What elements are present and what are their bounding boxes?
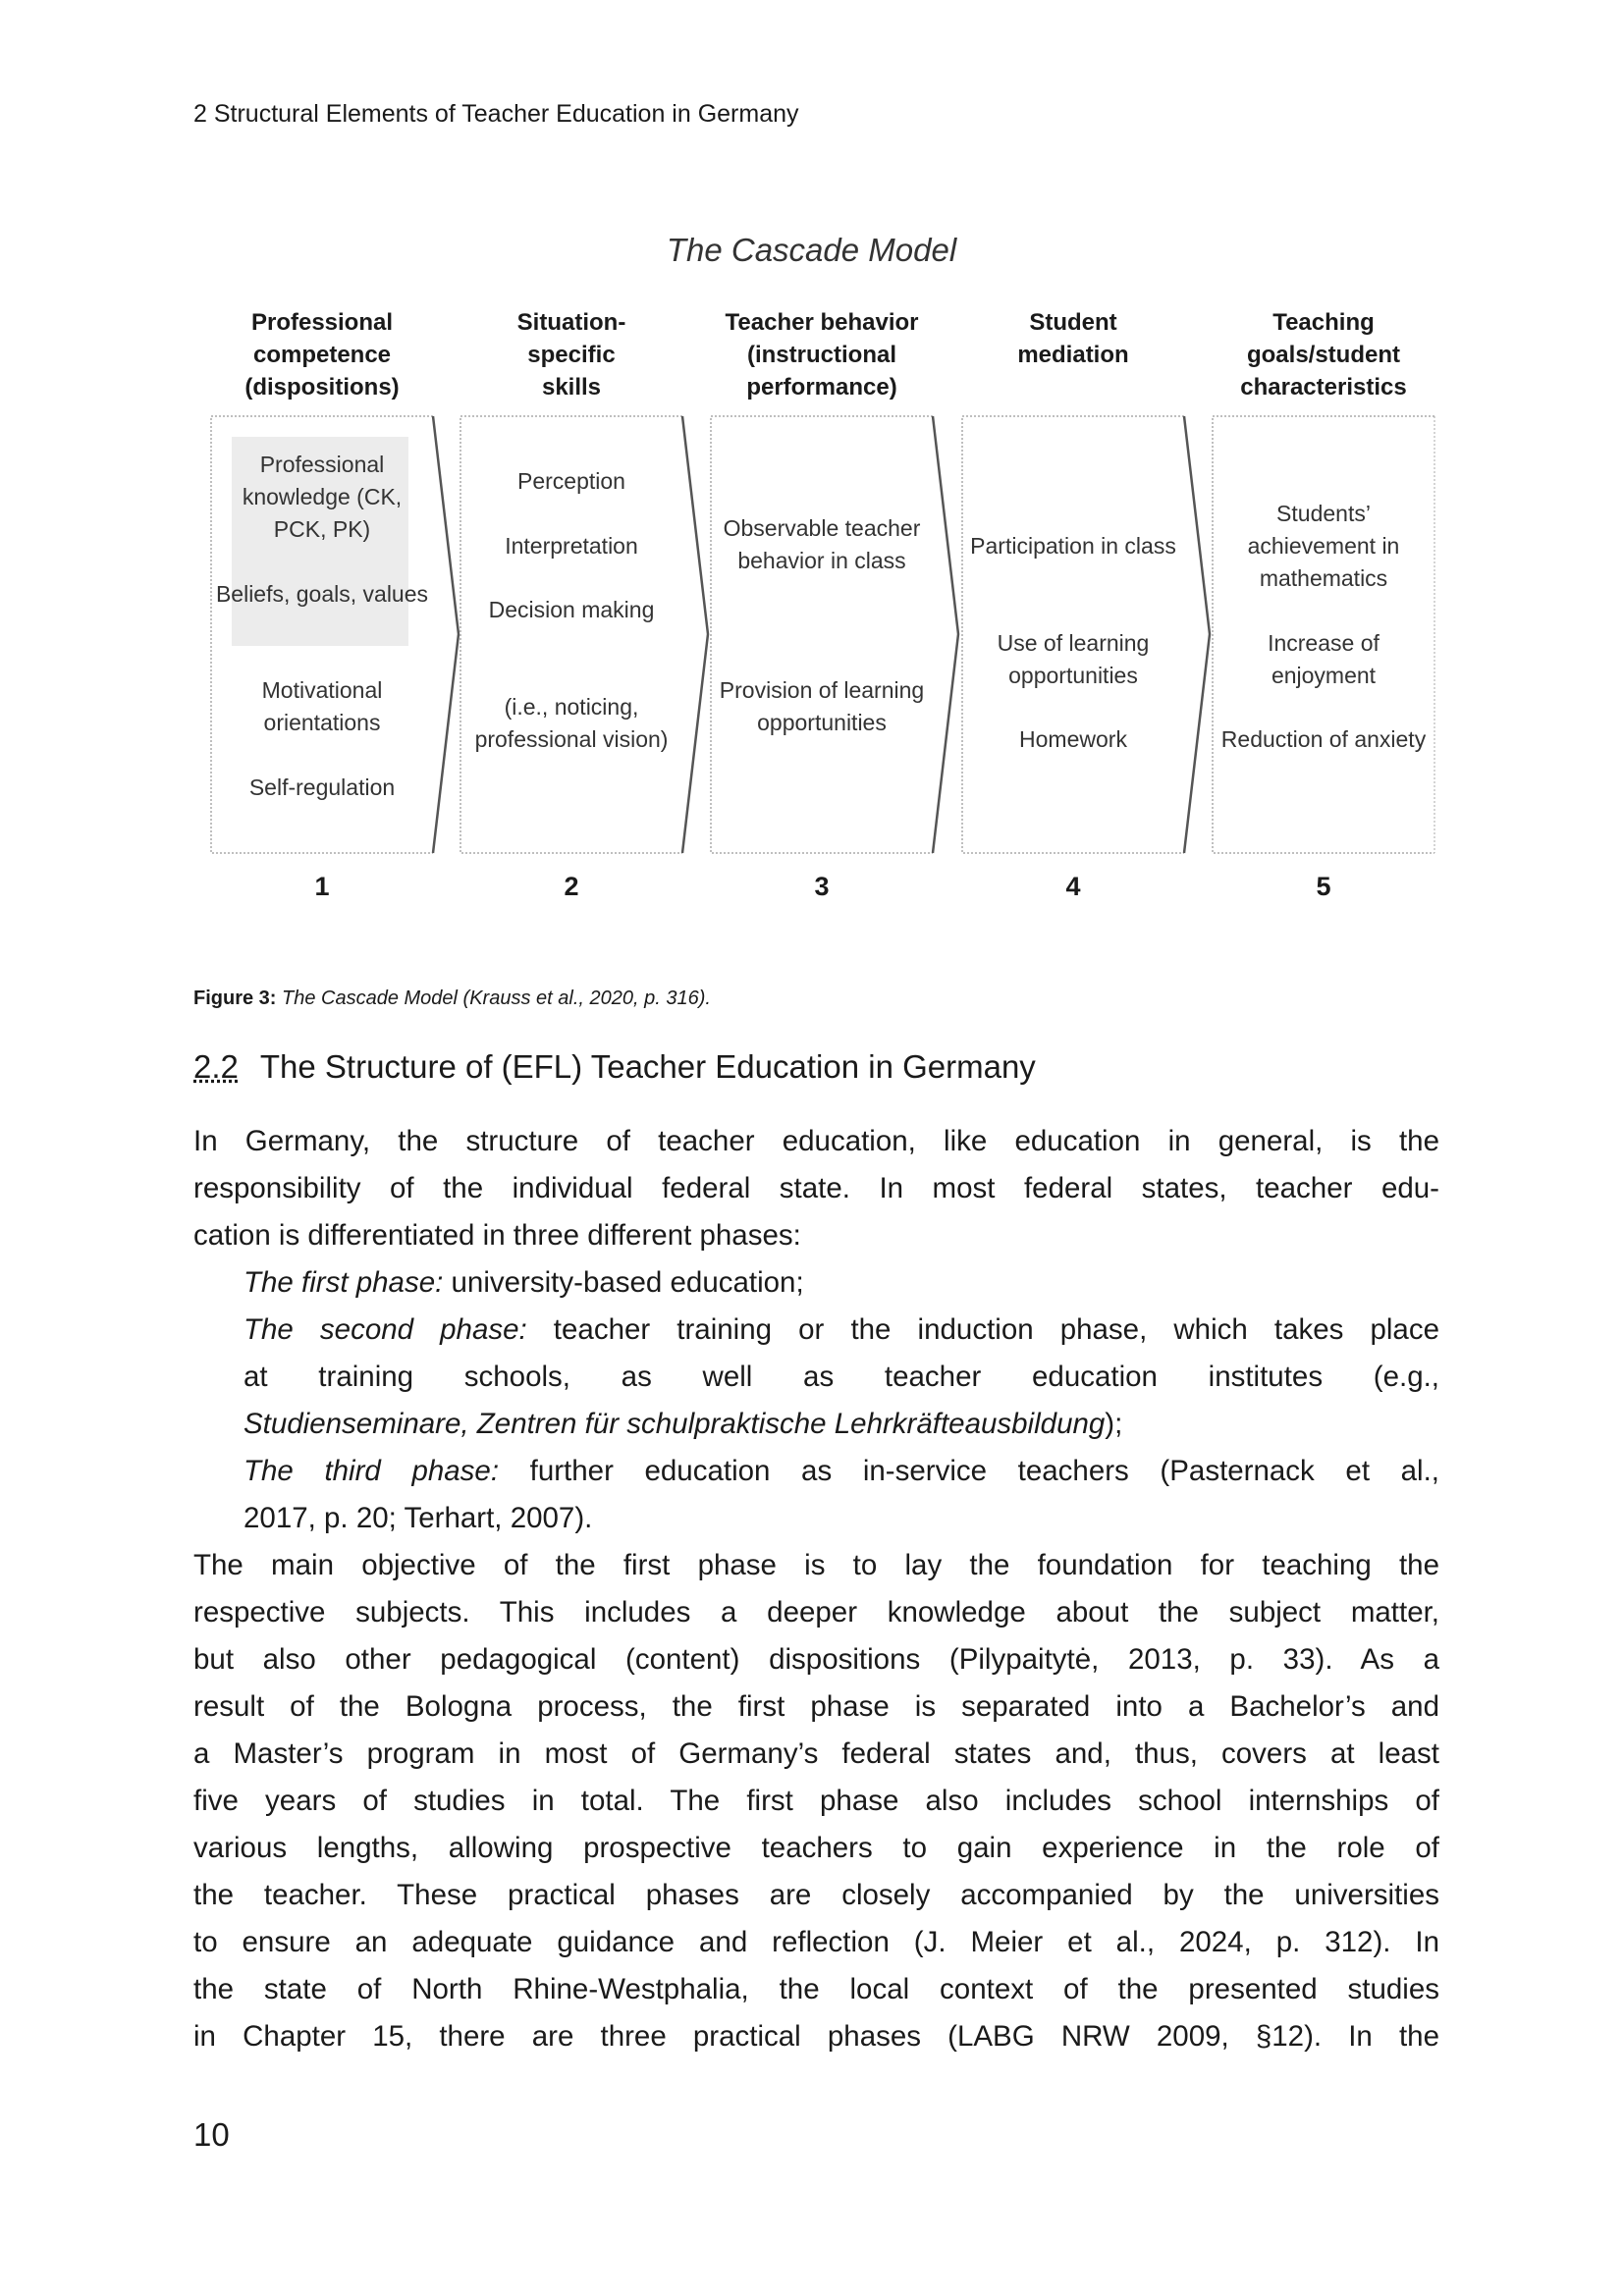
body-line: cation is differentiated in three different phases: — [193, 1219, 801, 1252]
body-line: responsibility of the individual federal state. In most federal states, teacher edu- — [193, 1172, 1439, 1204]
phase-label: The third phase: — [243, 1455, 500, 1487]
column-header-line: (instructional — [746, 342, 896, 368]
column-header — [699, 306, 945, 403]
caption-label: Figure 3: — [193, 988, 277, 1009]
column-header-line: specific — [527, 342, 616, 368]
column-header-line: Teacher behavior — [725, 309, 919, 336]
column-item: Motivational orientations — [261, 677, 383, 735]
institute-names: Studienseminare, Zentren für schulpraktische Lehrkräfteausbildung — [243, 1408, 1106, 1440]
column-header — [199, 306, 445, 403]
running-header: 2 Structural Elements of Teacher Education in Germany — [193, 100, 799, 128]
column-header-line: performance) — [746, 374, 897, 400]
body-line — [243, 1401, 1439, 1448]
column-header-line: skills — [541, 374, 602, 400]
chevron-arrow — [682, 416, 708, 853]
column-box — [711, 416, 933, 853]
body-line: 2017, p. 20; Terhart, 2007). — [243, 1502, 593, 1534]
phase-text: teacher training or the induction phase, which takes place — [526, 1313, 1439, 1346]
column-item: Participation in class — [970, 533, 1176, 559]
column-item: Use of learning opportunities — [997, 630, 1150, 688]
column-item: Observable teacher behavior in class — [723, 515, 921, 573]
column-header-line: characteristics — [1240, 374, 1407, 400]
column-header — [449, 306, 694, 403]
body-line: but also other pedagogical (content) dispositions (Pilypaitytė, 2013, p. 33). As a — [193, 1643, 1439, 1676]
column-header — [1201, 306, 1446, 403]
body-line: to ensure an adequate guidance and reflection (J. Meier et al., 2024, p. 312). In — [193, 1926, 1439, 1958]
figure-caption — [193, 988, 711, 1010]
phase-text: university-based education; — [443, 1266, 804, 1299]
body-line — [243, 1307, 1439, 1354]
body-line — [243, 1259, 1439, 1307]
page-number: 10 — [193, 2116, 230, 2153]
body-line: at training schools, as well as teacher education institutes (e.g., — [243, 1361, 1439, 1393]
column-number: 1 — [314, 872, 330, 901]
column-header — [950, 306, 1196, 371]
body-line: In Germany, the structure of teacher education, like education in general, is the — [193, 1125, 1439, 1157]
cascade-model-figure — [0, 0, 1623, 942]
column-header-line: Student — [1029, 309, 1117, 336]
body-line: the teacher. These practical phases are closely accompanied by the universities — [193, 1879, 1439, 1911]
column-item: Students’ achievement in mathematics — [1247, 501, 1400, 591]
column-item: (i.e., noticing, professional vision) — [474, 694, 669, 752]
column-item: Perception — [517, 468, 625, 494]
column-header-line: goals/student — [1246, 342, 1400, 368]
column-item: Homework — [1019, 726, 1127, 752]
column-item: Reduction of anxiety — [1220, 726, 1427, 752]
body-line: in Chapter 15, there are three practical phases (LABG NRW 2009, §12). In the — [193, 2020, 1439, 2053]
body-line: The main objective of the first phase is to lay the foundation for teaching the — [193, 1549, 1439, 1581]
body-line: result of the Bologna process, the first phase is separated into a Bachelor’s and — [193, 1690, 1439, 1723]
phase-label: The first phase: — [243, 1266, 444, 1299]
column-item: Decision making — [488, 597, 655, 622]
body-line: five years of studies in total. The first phase also includes school internships of — [193, 1785, 1439, 1817]
column-header-line: mediation — [1017, 342, 1129, 368]
chevron-arrow — [433, 416, 459, 853]
column-header-line: Professional — [250, 309, 394, 336]
figure-title: The Cascade Model — [666, 232, 957, 268]
column-item: Beliefs, goals, values — [215, 581, 429, 607]
caption-text: The Cascade Model (Krauss et al., 2020, p. 316). — [276, 988, 711, 1009]
body-line: the state of North Rhine-Westphalia, the local context of the presented studies — [193, 1973, 1439, 2005]
chevron-arrow — [933, 416, 958, 853]
column-header-line: Teaching — [1272, 309, 1375, 336]
column-item: Interpretation — [505, 533, 638, 559]
body-line — [243, 1448, 1439, 1495]
phase-text: further education as in-service teachers (Pasternack et al., — [499, 1455, 1439, 1487]
column-number: 5 — [1316, 872, 1331, 901]
column-item: Professional knowledge (CK, PCK, PK) — [242, 452, 403, 542]
column-header-line: Situation- — [516, 309, 626, 336]
section-heading — [193, 1048, 1036, 1086]
body-line: respective subjects. This includes a deeper knowledge about the subject matter, — [193, 1596, 1439, 1629]
section-title: The Structure of (EFL) Teacher Education in Germany — [259, 1048, 1036, 1085]
column-item: Increase of enjoyment — [1268, 630, 1380, 688]
column-item: Self-regulation — [248, 774, 396, 800]
body-line: a Master’s program in most of Germany’s federal states and, thus, covers at least — [193, 1737, 1439, 1770]
column-number: 3 — [814, 872, 830, 901]
column-header-line: competence — [252, 342, 392, 368]
body-line: various lengths, allowing prospective teachers to gain experience in the role of — [193, 1832, 1439, 1864]
section-number: 2.2 — [193, 1048, 239, 1085]
column-header-line: (dispositions) — [244, 374, 400, 400]
phase-label: The second phase: — [243, 1313, 527, 1346]
column-number: 2 — [564, 872, 579, 901]
column-number: 4 — [1065, 872, 1081, 901]
column-item: Provision of learning opportunities — [719, 677, 925, 735]
chevron-arrow — [1184, 416, 1210, 853]
line-end: ); — [1105, 1408, 1123, 1440]
